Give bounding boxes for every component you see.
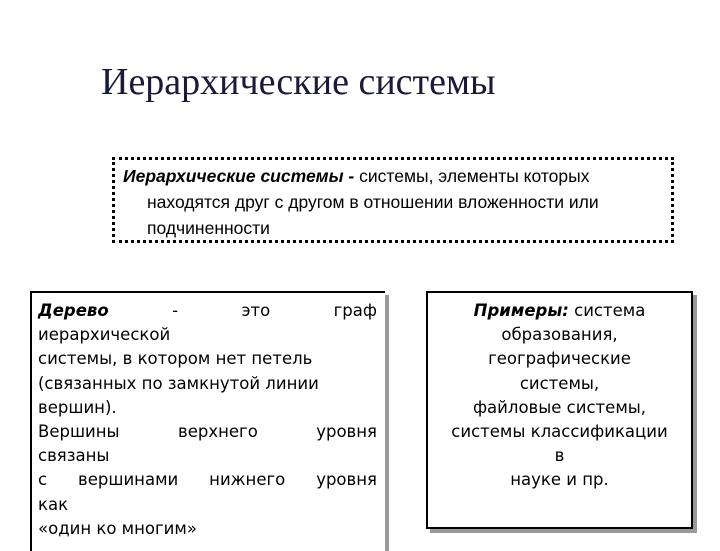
tree-line-9: как	[38, 494, 69, 514]
examples-line-5: файловые системы,	[472, 397, 647, 417]
examples-line-4: системы,	[519, 373, 600, 393]
tree-word: уровня	[316, 422, 377, 442]
tree-word: -	[172, 301, 179, 320]
examples-term: Примеры:	[473, 301, 569, 320]
examples-line-2: образования,	[501, 325, 618, 345]
examples-line-6: системы классификации	[451, 422, 668, 442]
definition-text-3: подчиненности	[147, 218, 270, 238]
tree-word: верхнего	[177, 422, 258, 442]
tree-line-5: вершин).	[38, 397, 117, 417]
tree-word: это	[241, 301, 271, 320]
examples-line-7: в	[554, 446, 565, 466]
examples-line-8: науке и пр.	[510, 470, 609, 490]
examples-line-3: географические	[488, 349, 631, 369]
slide-title: Иерархические системы	[101, 61, 496, 103]
examples-box	[426, 291, 693, 529]
tree-definition-box	[30, 291, 385, 551]
tree-word: вершинами	[78, 470, 179, 490]
tree-word: с	[38, 470, 48, 490]
tree-word: нижнего	[209, 470, 286, 490]
tree-line-10: «один ко многим»	[38, 518, 197, 538]
tree-word: граф	[333, 301, 377, 320]
tree-word: Вершины	[38, 422, 120, 442]
tree-line-1	[38, 299, 377, 323]
tree-line-4: (связанных по замкнутой линии	[38, 373, 319, 393]
tree-line-6	[38, 420, 377, 444]
tree-line-7: связаны	[38, 446, 110, 466]
definition-box	[112, 157, 674, 243]
tree-term: Дерево	[38, 301, 109, 320]
tree-line-2: иерархической	[38, 325, 171, 345]
tree-line-3: системы, в котором нет петель	[38, 349, 313, 369]
definition-text-2: находятся друг с другом в отношении вложенности или	[147, 192, 599, 212]
definition-term: Иерархические системы -	[123, 166, 355, 186]
tree-word: уровня	[316, 470, 377, 490]
tree-line-8	[38, 468, 377, 492]
examples-line-1	[432, 299, 687, 323]
definition-text-1: системы, элементы которых	[354, 166, 590, 186]
examples-text: система	[568, 301, 646, 320]
